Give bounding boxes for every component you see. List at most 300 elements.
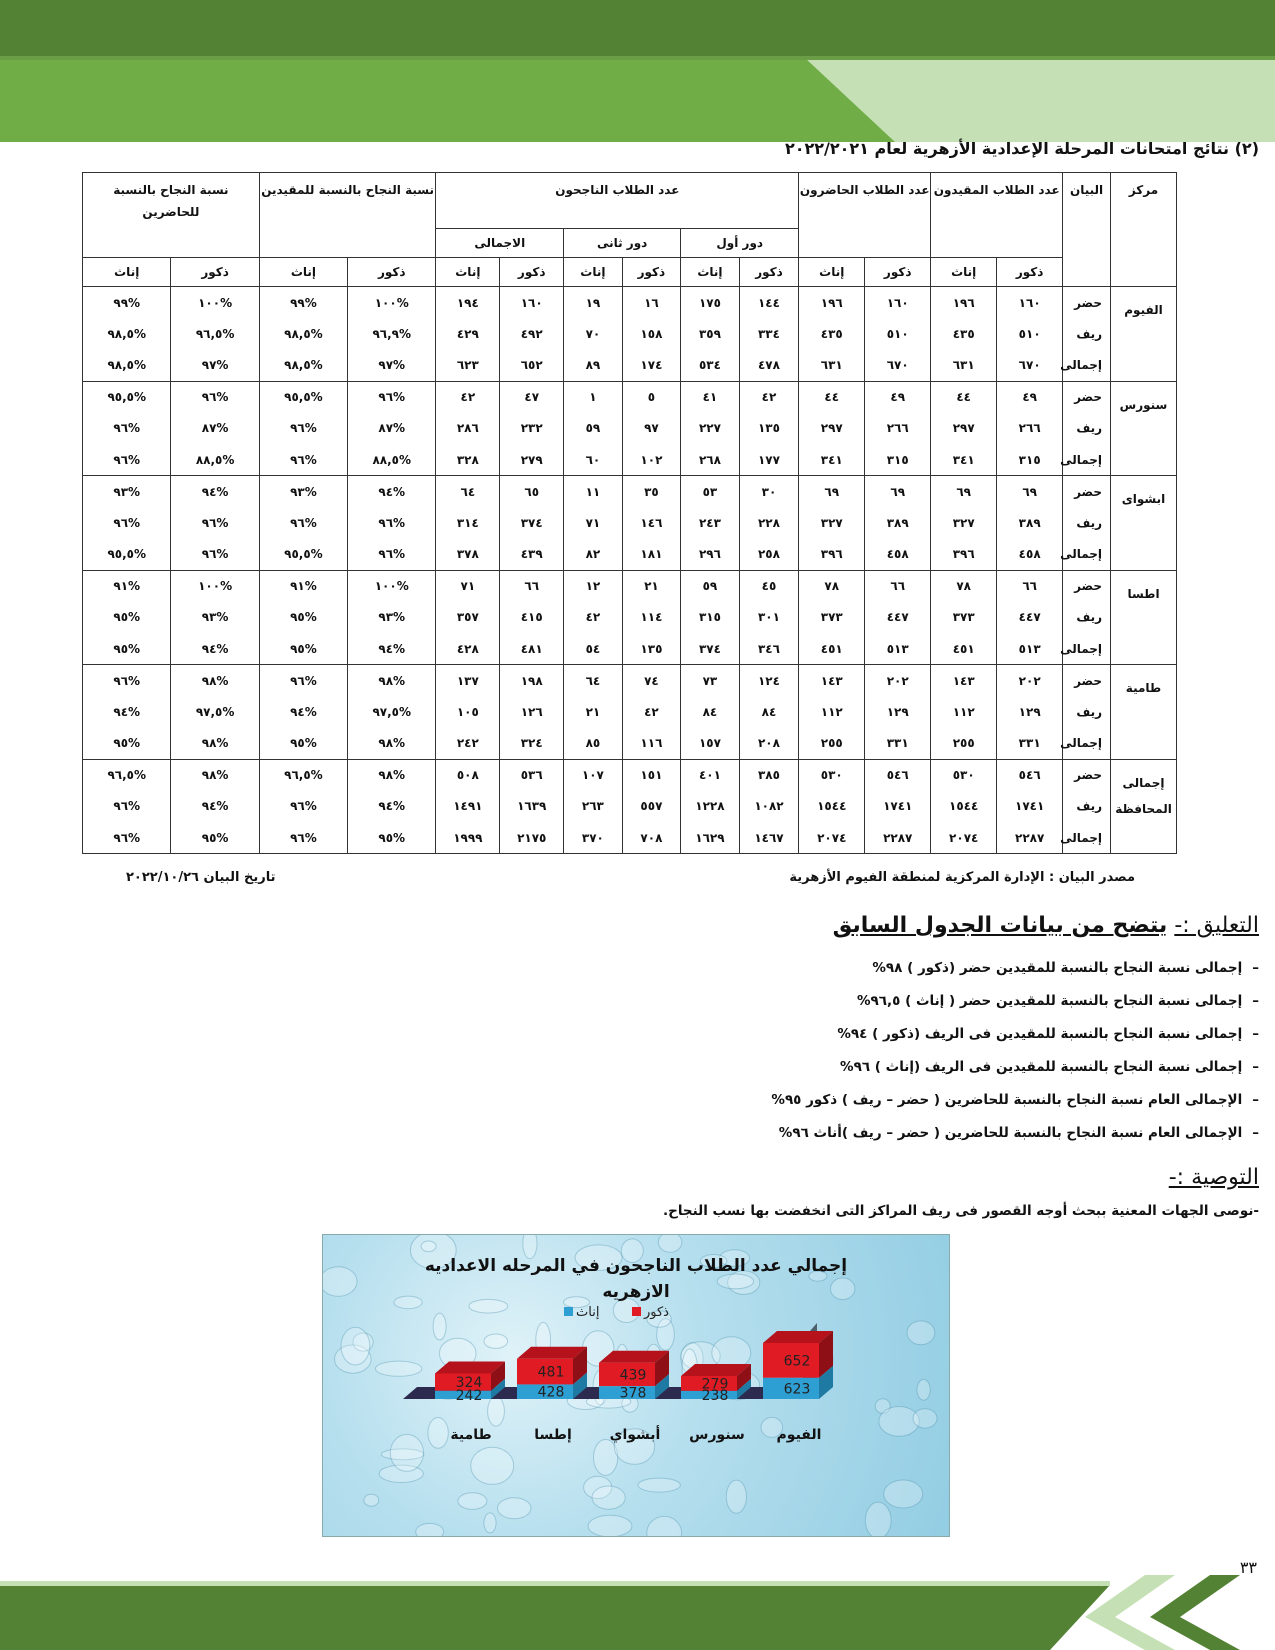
table-cell: ٣٠ bbox=[739, 476, 799, 508]
header-center: مركز bbox=[1111, 173, 1177, 287]
water-drop bbox=[484, 1334, 508, 1348]
header-male: ذكور bbox=[997, 258, 1063, 287]
table-cell: ٢٩٦ bbox=[681, 539, 740, 571]
water-drop bbox=[390, 1434, 423, 1471]
legend-swatch-female bbox=[564, 1307, 573, 1316]
comment-item: –الإجمالى العام نسبة النجاح بالنسبة للحاضرين ( حضر – ريف )أناث ٩٦% bbox=[778, 1125, 1259, 1141]
table-cell: ٣٥ bbox=[622, 476, 681, 508]
results-table bbox=[82, 172, 1177, 854]
water-drop bbox=[421, 1241, 436, 1252]
table-cell: ٢٦٨ bbox=[681, 444, 740, 476]
table-cell: ٣٧٤ bbox=[681, 633, 740, 665]
table-cell: %٩٦ bbox=[259, 413, 347, 445]
row-label: ريف bbox=[1063, 602, 1111, 634]
water-drop bbox=[484, 1513, 496, 1533]
table-cell: ٣٥٧ bbox=[436, 602, 500, 634]
row-label: إجمالى bbox=[1063, 822, 1111, 854]
table-cell: %٩٤ bbox=[171, 791, 259, 823]
recommendation-text: -نوصى الجهات المعنية ببحث أوجه القصور فى ريف المراكز التى انخفضت بها نسب النجاح. bbox=[662, 1203, 1259, 1219]
table-cell: ٢٠٧٤ bbox=[799, 822, 865, 854]
table-cell: ١٩٩٩ bbox=[436, 822, 500, 854]
data-label-female: 623 bbox=[783, 1381, 811, 1398]
table-cell: %٩٦ bbox=[348, 539, 436, 571]
table-cell: %٩٤ bbox=[348, 791, 436, 823]
category-label: سنورس bbox=[689, 1427, 745, 1443]
table-cell: ١٨١ bbox=[622, 539, 681, 571]
table-cell: ٢٥٨ bbox=[739, 539, 799, 571]
table-cell: %٨٨,٥ bbox=[171, 444, 259, 476]
table-cell: %١٠٠ bbox=[348, 570, 436, 602]
table-cell: %٩٨ bbox=[171, 665, 259, 697]
header-round1: دور أول bbox=[681, 229, 799, 258]
table-cell: ٤٩٢ bbox=[500, 318, 564, 350]
table-cell: ١٤٦ bbox=[622, 507, 681, 539]
table-cell: ١٤٤ bbox=[739, 287, 799, 319]
table-cell: ٧٤ bbox=[622, 665, 681, 697]
table-cell: %٩٦,٥ bbox=[83, 759, 171, 791]
water-drop bbox=[865, 1502, 891, 1536]
table-cell: ١٦٣٩ bbox=[500, 791, 564, 823]
table-row bbox=[83, 602, 1177, 634]
water-drop bbox=[469, 1299, 508, 1313]
table-row bbox=[83, 633, 1177, 665]
water-drop bbox=[712, 1337, 751, 1369]
table-cell: ٤٧٨ bbox=[739, 350, 799, 382]
table-cell: ٣٨٥ bbox=[739, 759, 799, 791]
table-cell: ٤٣٥ bbox=[931, 318, 997, 350]
table-cell: ١٩٦ bbox=[931, 287, 997, 319]
table-cell: ١٠٧ bbox=[564, 759, 623, 791]
table-cell: ١١٢ bbox=[931, 696, 997, 728]
header-female: إناث bbox=[799, 258, 865, 287]
table-row bbox=[83, 696, 1177, 728]
table-cell: ٥٣٠ bbox=[931, 759, 997, 791]
table-cell: %٩٦ bbox=[171, 507, 259, 539]
table-row bbox=[83, 507, 1177, 539]
top-banner bbox=[0, 0, 1275, 142]
table-cell: ٤٩ bbox=[865, 381, 931, 413]
table-cell: ٤٥١ bbox=[799, 633, 865, 665]
table-row bbox=[83, 444, 1177, 476]
table-cell: ١٦ bbox=[622, 287, 681, 319]
table-row bbox=[83, 476, 1177, 508]
chart-title-line1: إجمالي عدد الطلاب الناجحون في المرحله الاعداديه bbox=[424, 1256, 848, 1276]
data-label-male: 439 bbox=[619, 1367, 647, 1384]
table-cell: ١٧٤ bbox=[622, 350, 681, 382]
table-row bbox=[83, 381, 1177, 413]
table-cell: ٩٧ bbox=[622, 413, 681, 445]
header-female: إناث bbox=[259, 258, 347, 287]
center-name: ابشواى bbox=[1111, 476, 1177, 571]
table-cell: ١٥١ bbox=[622, 759, 681, 791]
water-drop bbox=[638, 1478, 680, 1492]
table-cell: %٩١ bbox=[259, 570, 347, 602]
table-cell: ١٥٨ bbox=[622, 318, 681, 350]
data-date: تاريخ البيان ٢٠٢٢/١٠/٢٦ bbox=[126, 870, 276, 885]
table-cell: ١٤٩١ bbox=[436, 791, 500, 823]
water-drop bbox=[726, 1480, 746, 1513]
table-cell: %٩٥ bbox=[259, 728, 347, 760]
table-cell: %٩٦ bbox=[348, 381, 436, 413]
table-cell: ١٣٥ bbox=[622, 633, 681, 665]
table-cell: ٥٤ bbox=[564, 633, 623, 665]
header-rate-attended: نسبة النجاح بالنسبة للحاضرين bbox=[83, 173, 260, 258]
center-name: الفيوم bbox=[1111, 287, 1177, 382]
table-cell: %٩٥ bbox=[259, 633, 347, 665]
table-cell: ١٦٠ bbox=[997, 287, 1063, 319]
header-round2: دور ثانى bbox=[564, 229, 681, 258]
row-label: حضر bbox=[1063, 381, 1111, 413]
header-total: الاجمالى bbox=[436, 229, 564, 258]
table-cell: ٣١٥ bbox=[681, 602, 740, 634]
table-cell: ١٦٢٩ bbox=[681, 822, 740, 854]
table-cell: %٩٦ bbox=[259, 822, 347, 854]
table-cell: %٩١ bbox=[83, 570, 171, 602]
row-label: إجمالى bbox=[1063, 728, 1111, 760]
table-cell: ٦٩ bbox=[997, 476, 1063, 508]
table-cell: ١١٤ bbox=[622, 602, 681, 634]
recommendation-heading: التوصية :- bbox=[1168, 1165, 1259, 1190]
table-cell: ١٤٣ bbox=[799, 665, 865, 697]
table-cell: ٥٩ bbox=[564, 413, 623, 445]
table-cell: ٣٧٠ bbox=[564, 822, 623, 854]
table-cell: %٩٤ bbox=[259, 696, 347, 728]
table-cell: ١٥٤٤ bbox=[931, 791, 997, 823]
row-label: إجمالى bbox=[1063, 633, 1111, 665]
table-cell: %٩٧,٥ bbox=[348, 696, 436, 728]
table-cell: ٢٥٥ bbox=[931, 728, 997, 760]
table-cell: ٤٤٧ bbox=[865, 602, 931, 634]
table-cell: %٩٤ bbox=[348, 633, 436, 665]
table-cell: ٣٧٤ bbox=[500, 507, 564, 539]
table-cell: ٥٠٨ bbox=[436, 759, 500, 791]
table-cell: ٤٢ bbox=[564, 602, 623, 634]
table-cell: ٤٥٨ bbox=[865, 539, 931, 571]
table-cell: ١٤٣ bbox=[931, 665, 997, 697]
table-cell: ٨٤ bbox=[739, 696, 799, 728]
row-label: حضر bbox=[1063, 759, 1111, 791]
water-drop bbox=[341, 1327, 370, 1365]
table-cell: ٧٠ bbox=[564, 318, 623, 350]
table-cell: %٩٦ bbox=[259, 791, 347, 823]
table-cell: ٤١ bbox=[681, 381, 740, 413]
row-label: حضر bbox=[1063, 476, 1111, 508]
comment-item: –الإجمالى العام نسبة النجاح بالنسبة للحاضرين ( حضر – ريف ) ذكور ٩٥% bbox=[771, 1092, 1259, 1108]
table-cell: %٩٦ bbox=[348, 507, 436, 539]
table-cell: ٥٣٠ bbox=[799, 759, 865, 791]
table-cell: %٩٧ bbox=[171, 350, 259, 382]
chart-title-line2: الازهريه bbox=[602, 1282, 670, 1302]
table-cell: %٩٦ bbox=[83, 507, 171, 539]
table-cell: %٩٥ bbox=[83, 602, 171, 634]
table-cell: ١٦٠ bbox=[865, 287, 931, 319]
water-drop bbox=[913, 1409, 937, 1428]
header-male: ذكور bbox=[500, 258, 564, 287]
table-cell: %٩٥ bbox=[171, 822, 259, 854]
table-cell: ٥٤٦ bbox=[997, 759, 1063, 791]
table-cell: ٣٢٧ bbox=[799, 507, 865, 539]
table-cell: ٨٥ bbox=[564, 728, 623, 760]
row-label: حضر bbox=[1063, 665, 1111, 697]
table-cell: ٥٣٦ bbox=[500, 759, 564, 791]
table-row bbox=[83, 791, 1177, 823]
table-cell: ٣٣١ bbox=[997, 728, 1063, 760]
table-cell: ٢٧٩ bbox=[500, 444, 564, 476]
data-label-male: 481 bbox=[537, 1364, 565, 1381]
table-cell: ٦٤ bbox=[564, 665, 623, 697]
table-cell: ١٣٥ bbox=[739, 413, 799, 445]
table-cell: ٣١٤ bbox=[436, 507, 500, 539]
table-cell: %٨٧ bbox=[348, 413, 436, 445]
data-label-female: 242 bbox=[455, 1387, 483, 1404]
comment-list bbox=[359, 952, 1259, 1150]
table-cell: ٢٠٢ bbox=[865, 665, 931, 697]
center-name: سنورس bbox=[1111, 381, 1177, 476]
category-label: الفيوم bbox=[776, 1427, 822, 1443]
header-female: إناث bbox=[681, 258, 740, 287]
table-cell: ٨٤ bbox=[681, 696, 740, 728]
table-cell: ٤٢ bbox=[436, 381, 500, 413]
table-cell: ٢٤٣ bbox=[681, 507, 740, 539]
table-cell: ٣٢٨ bbox=[436, 444, 500, 476]
table-cell: ٢٠٧٤ bbox=[931, 822, 997, 854]
table-body bbox=[83, 287, 1177, 854]
table-cell: ٤٥٨ bbox=[997, 539, 1063, 571]
table-cell: ٥ bbox=[622, 381, 681, 413]
water-drop bbox=[831, 1278, 855, 1300]
legend-label-female: إناث bbox=[576, 1305, 600, 1320]
table-cell: %٩٦ bbox=[259, 665, 347, 697]
table-cell: %٩٦ bbox=[83, 822, 171, 854]
table-cell: %٩٨ bbox=[348, 665, 436, 697]
table-cell: ٨٢ bbox=[564, 539, 623, 571]
table-cell: %٩٥,٥ bbox=[83, 381, 171, 413]
table-cell: ٣٥٩ bbox=[681, 318, 740, 350]
table-cell: ٦٦ bbox=[997, 570, 1063, 602]
table-cell: ١٢٩ bbox=[997, 696, 1063, 728]
table-cell: ٤٩ bbox=[997, 381, 1063, 413]
table-cell: %٩٤ bbox=[171, 476, 259, 508]
header-item: البيان bbox=[1063, 173, 1111, 287]
header-male: ذكور bbox=[348, 258, 436, 287]
table-row bbox=[83, 318, 1177, 350]
chart-svg bbox=[323, 1235, 949, 1536]
table-cell: ٢٦٦ bbox=[997, 413, 1063, 445]
table-cell: ٧٨ bbox=[799, 570, 865, 602]
table-cell: ٦٣١ bbox=[799, 350, 865, 382]
table-cell: ٤٤ bbox=[931, 381, 997, 413]
row-label: إجمالى bbox=[1063, 444, 1111, 476]
table-cell: ٣٢٧ bbox=[931, 507, 997, 539]
table-cell: ٢٩٧ bbox=[799, 413, 865, 445]
data-label-female: 378 bbox=[619, 1385, 647, 1402]
table-cell: ١٩٦ bbox=[799, 287, 865, 319]
water-drop bbox=[592, 1486, 625, 1509]
header-female: إناث bbox=[564, 258, 623, 287]
table-cell: ٢٢٨٧ bbox=[865, 822, 931, 854]
table-cell: ٣٣١ bbox=[865, 728, 931, 760]
header-female: إناث bbox=[83, 258, 171, 287]
header-passed: عدد الطلاب الناجحون bbox=[436, 173, 799, 229]
data-label-male: 324 bbox=[455, 1375, 483, 1392]
table-cell: ٦٧٠ bbox=[865, 350, 931, 382]
table-cell: ٤٣٩ bbox=[500, 539, 564, 571]
table-cell: ١١٢ bbox=[799, 696, 865, 728]
water-drop bbox=[364, 1494, 379, 1506]
table-cell: %٩٤ bbox=[348, 476, 436, 508]
table-cell: ٥٣٤ bbox=[681, 350, 740, 382]
table-cell: %٩٨,٥ bbox=[83, 350, 171, 382]
header-registered: عدد الطلاب المقيدون bbox=[931, 173, 1063, 258]
table-cell: ٦٢٣ bbox=[436, 350, 500, 382]
table-cell: ١٧٤١ bbox=[997, 791, 1063, 823]
table-cell: %٩٨,٥ bbox=[259, 318, 347, 350]
bottom-banner bbox=[0, 1555, 1275, 1650]
table-cell: ١٢٢٨ bbox=[681, 791, 740, 823]
table-cell: ٧٠٨ bbox=[622, 822, 681, 854]
row-label: ريف bbox=[1063, 696, 1111, 728]
table-cell: ٦٩ bbox=[931, 476, 997, 508]
table-cell: %٩٣ bbox=[259, 476, 347, 508]
table-cell: %٩٨ bbox=[171, 728, 259, 760]
data-label-female: 238 bbox=[701, 1387, 729, 1404]
table-row bbox=[83, 413, 1177, 445]
category-label: إطسا bbox=[534, 1427, 572, 1443]
table-cell: ٢٢٨ bbox=[739, 507, 799, 539]
table-row bbox=[83, 570, 1177, 602]
table-cell: ٥١٠ bbox=[997, 318, 1063, 350]
water-drop bbox=[488, 1396, 505, 1426]
data-source: مصدر البيان : الإدارة المركزية لمنطقة الفيوم الأزهرية bbox=[789, 870, 1135, 885]
data-label-male: 279 bbox=[701, 1376, 729, 1393]
table-cell: ٢٠٨ bbox=[739, 728, 799, 760]
table-cell: ١ bbox=[564, 381, 623, 413]
header-male: ذكور bbox=[171, 258, 259, 287]
table-row bbox=[83, 539, 1177, 571]
table-cell: %٩٦,٥ bbox=[171, 318, 259, 350]
header-rate-registered: نسبة النجاح بالنسبة للمقيدين bbox=[259, 173, 436, 258]
water-drop bbox=[416, 1523, 444, 1536]
comment-item: –إجمالى نسبة النجاح بالنسبة للمقيدين فى الريف (إناث ) ٩٦% bbox=[840, 1059, 1259, 1075]
table-cell: %٩٦ bbox=[83, 791, 171, 823]
table-cell: ٣٤١ bbox=[799, 444, 865, 476]
legend-label-male: ذكور bbox=[644, 1305, 669, 1320]
table-cell: %٩٥,٥ bbox=[259, 381, 347, 413]
table-cell: %٩٩ bbox=[259, 287, 347, 319]
table-cell: %٩٦ bbox=[171, 381, 259, 413]
table-cell: ٣٩٦ bbox=[799, 539, 865, 571]
table-row bbox=[83, 665, 1177, 697]
table-cell: ٢٠٢ bbox=[997, 665, 1063, 697]
table-cell: ١٦٠ bbox=[500, 287, 564, 319]
table-cell: %٩٨,٥ bbox=[83, 318, 171, 350]
header-attended: عدد الطلاب الحاضرون bbox=[799, 173, 931, 258]
table-cell: ٤١٥ bbox=[500, 602, 564, 634]
table-cell: %٩٣ bbox=[83, 476, 171, 508]
table-cell: %٩٧ bbox=[348, 350, 436, 382]
table-cell: ٤٤ bbox=[799, 381, 865, 413]
table-cell: %٨٧ bbox=[171, 413, 259, 445]
comment-item: –إجمالى نسبة النجاح بالنسبة للمقيدين حضر ( إناث ) ٩٦,٥% bbox=[856, 993, 1259, 1009]
water-drop bbox=[907, 1321, 935, 1345]
table-cell: ١٢٦ bbox=[500, 696, 564, 728]
table-cell: ٧٣ bbox=[681, 665, 740, 697]
table-cell: %٩٦,٩ bbox=[348, 318, 436, 350]
table-cell: ٦٥٢ bbox=[500, 350, 564, 382]
table-cell: ٢٢٨٧ bbox=[997, 822, 1063, 854]
table-cell: ٧١ bbox=[564, 507, 623, 539]
table-cell: ٥٩ bbox=[681, 570, 740, 602]
table-cell: %٩٨ bbox=[348, 728, 436, 760]
table-cell: ١٥٤٤ bbox=[799, 791, 865, 823]
table-cell: ١٢٩ bbox=[865, 696, 931, 728]
table-cell: %٩٧,٥ bbox=[171, 696, 259, 728]
table-cell: ٤٢٩ bbox=[436, 318, 500, 350]
table-row bbox=[83, 728, 1177, 760]
table-cell: ٦٩ bbox=[799, 476, 865, 508]
table-cell: %٩٥,٥ bbox=[83, 539, 171, 571]
table-cell: ١٩٨ bbox=[500, 665, 564, 697]
table-row bbox=[83, 350, 1177, 382]
table-cell: ٣٣٤ bbox=[739, 318, 799, 350]
table-cell: ١٩٤ bbox=[436, 287, 500, 319]
table-cell: %٩٦ bbox=[259, 444, 347, 476]
table-cell: ٣٠١ bbox=[739, 602, 799, 634]
table-cell: ١٩ bbox=[564, 287, 623, 319]
table-cell: ١٧٥ bbox=[681, 287, 740, 319]
header-female: إناث bbox=[436, 258, 500, 287]
water-drop bbox=[588, 1515, 632, 1536]
table-cell: ٢٤٢ bbox=[436, 728, 500, 760]
table-cell: ٣٤٦ bbox=[739, 633, 799, 665]
water-drop bbox=[647, 1516, 682, 1536]
table-cell: %٩٦,٥ bbox=[259, 759, 347, 791]
table-cell: ٢٩٧ bbox=[931, 413, 997, 445]
table-cell: %٩٤ bbox=[83, 696, 171, 728]
table-cell: %١٠٠ bbox=[171, 570, 259, 602]
table-cell: ٣٧٣ bbox=[799, 602, 865, 634]
table-cell: ٦٣١ bbox=[931, 350, 997, 382]
table-cell: ٢٦٣ bbox=[564, 791, 623, 823]
row-label: ريف bbox=[1063, 507, 1111, 539]
table-cell: ٤٣٥ bbox=[799, 318, 865, 350]
comment-heading bbox=[833, 913, 1259, 938]
table-cell: ٥١٣ bbox=[865, 633, 931, 665]
water-drop bbox=[323, 1267, 357, 1297]
table-cell: ٣٧٨ bbox=[436, 539, 500, 571]
row-label: ريف bbox=[1063, 791, 1111, 823]
water-drop bbox=[497, 1498, 531, 1519]
table-cell: ٥١٠ bbox=[865, 318, 931, 350]
table-cell: ٥٣ bbox=[681, 476, 740, 508]
table-cell: %٩٨ bbox=[348, 759, 436, 791]
table-row bbox=[83, 759, 1177, 791]
passed-students-chart bbox=[322, 1234, 950, 1537]
table-cell: ١٢٤ bbox=[739, 665, 799, 697]
table-cell: ٤٠١ bbox=[681, 759, 740, 791]
comment-lead: التعليق :- bbox=[1174, 913, 1259, 938]
row-label: ريف bbox=[1063, 413, 1111, 445]
header-male: ذكور bbox=[865, 258, 931, 287]
table-cell: ١٣٧ bbox=[436, 665, 500, 697]
table-cell: ٤٥١ bbox=[931, 633, 997, 665]
table-cell: %٩٦ bbox=[171, 539, 259, 571]
table-cell: %٨٨,٥ bbox=[348, 444, 436, 476]
table-cell: ٢٣٢ bbox=[500, 413, 564, 445]
table-cell: ١٧٧ bbox=[739, 444, 799, 476]
table-cell: ٦٦ bbox=[865, 570, 931, 602]
table-cell: ٢١ bbox=[564, 696, 623, 728]
